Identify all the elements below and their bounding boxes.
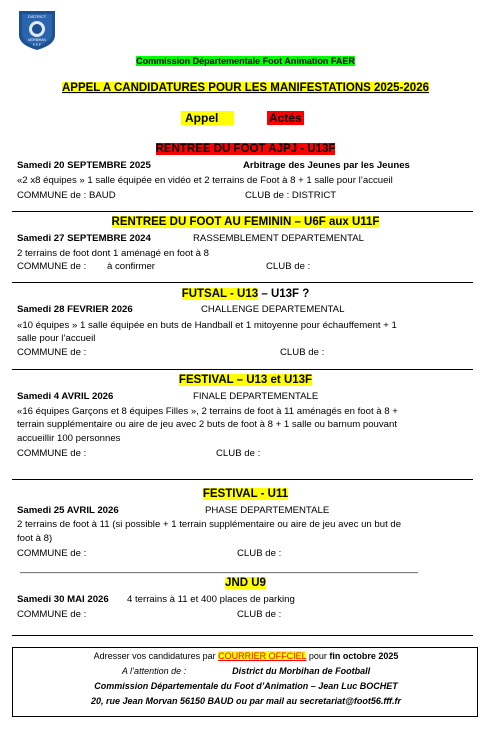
divider bbox=[12, 635, 473, 636]
section-desc: «10 équipes » 1 salle équipée en buts de Handball et 1 mitoyenne pour échauffement + 1 bbox=[17, 320, 397, 331]
divider bbox=[12, 479, 473, 480]
footer-line-4: 20, rue Jean Morvan 56150 BAUD ou par mail au secretariat@foot56.fff.fr bbox=[90, 696, 402, 706]
section-date: Samedi 25 AVRIL 2026 bbox=[17, 505, 119, 516]
section-date: Samedi 30 MAI 2026 bbox=[17, 594, 109, 605]
section-title: RENTREE DU FOOT AJPJ - U13F bbox=[155, 143, 336, 155]
svg-text:MORBIHAN: MORBIHAN bbox=[28, 38, 46, 42]
svg-text:F F F: F F F bbox=[33, 43, 41, 47]
divider bbox=[12, 369, 473, 370]
commune-field: COMMUNE de : bbox=[17, 548, 87, 559]
section-desc: 2 terrains de foot dont 1 aménagé en foot à 8 bbox=[17, 248, 210, 259]
section-desc: «2 x8 équipes » 1 salle équipée en vidéo et 2 terrains de Foot à 8 + 1 salle pour l’accueil bbox=[17, 175, 393, 186]
section-title: JND U9 bbox=[225, 577, 266, 589]
main-title: APPEL A CANDIDATURES POUR LES MANIFESTATIONS 2025-2026 bbox=[61, 82, 429, 94]
commune-field: COMMUNE de : bbox=[17, 347, 87, 358]
section-title: RENTREE DU FOOT AU FEMININ – U6F aux U11F bbox=[111, 216, 380, 228]
section-event: RASSEMBLEMENT DEPARTEMENTAL bbox=[193, 233, 364, 244]
section-title: FESTIVAL - U11 bbox=[202, 488, 289, 500]
section-title: FESTIVAL – U13 et U13F bbox=[178, 374, 313, 386]
commune-value: à confirmer bbox=[107, 261, 155, 272]
section-title: FUTSAL - U13 – U13F ? bbox=[181, 288, 310, 300]
courrier-officiel: COURRIER OFFCIEL bbox=[218, 651, 307, 661]
club-field: CLUB de : bbox=[266, 261, 311, 272]
actes-label: Actés bbox=[269, 111, 302, 125]
section-desc: salle pour l’accueil bbox=[17, 333, 96, 344]
section-date: Samedi 4 AVRIL 2026 bbox=[17, 391, 114, 402]
district-logo bbox=[18, 9, 56, 51]
footer-line-2: A l’attention de : District du Morbihan de Football bbox=[121, 666, 371, 676]
section-desc: terrain supplémentaire ou aire de jeu avec 2 buts de foot à 8 + 1 salle ou barnum pouvant bbox=[17, 419, 397, 430]
commune-field: COMMUNE de : BAUD bbox=[17, 190, 116, 201]
footer-line-1: Adresser vos candidatures par COURRIER OFFCIEL pour fin octobre 2025 bbox=[93, 651, 399, 661]
section-desc: 2 terrains de foot à 11 (si possible + 1 terrain supplémentaire ou aire de jeu avec un but de bbox=[17, 519, 402, 530]
section-desc: «16 équipes Garçons et 8 équipes Filles », 2 terrains de foot à 11 aménagés en foot à 8 + bbox=[17, 406, 398, 417]
section-date: Samedi 27 SEPTEMBRE 2024 bbox=[17, 233, 151, 244]
section-date: Samedi 20 SEPTEMBRE 2025 bbox=[17, 160, 151, 171]
divider bbox=[12, 282, 473, 283]
section-desc: foot à 8) bbox=[17, 533, 53, 544]
club-field: CLUB de : bbox=[216, 448, 261, 459]
club-field: CLUB de : bbox=[280, 347, 325, 358]
svg-text:DISTRICT: DISTRICT bbox=[27, 14, 47, 19]
club-field: CLUB de : DISTRICT bbox=[245, 190, 337, 201]
section-date: Samedi 28 FEVRIER 2026 bbox=[17, 304, 133, 315]
club-field: CLUB de : bbox=[237, 548, 282, 559]
divider bbox=[12, 211, 473, 212]
dashed-separator: _______________________________________________________________________________ bbox=[20, 563, 418, 574]
club-field: CLUB de : bbox=[237, 609, 282, 620]
section-desc: accueillir 100 personnes bbox=[17, 433, 121, 444]
commune-field: COMMUNE de : bbox=[17, 261, 87, 272]
commission-heading: Commission Départementale Foot Animation FAER bbox=[136, 56, 355, 66]
appel-label: Appel bbox=[181, 111, 234, 125]
section-event: CHALLENGE DEPARTEMENTAL bbox=[201, 304, 345, 315]
section-event: PHASE DEPARTEMENTALE bbox=[205, 505, 330, 516]
commune-field: COMMUNE de : bbox=[17, 448, 87, 459]
footer-line-3: Commission Départementale du Foot d’Animation – Jean Luc BOCHET bbox=[94, 681, 398, 691]
section-event: Arbitrage des Jeunes par les Jeunes bbox=[243, 160, 410, 171]
footer-box bbox=[12, 647, 478, 717]
commune-field: COMMUNE de : bbox=[17, 609, 87, 620]
section-event: 4 terrains à 11 et 400 places de parking bbox=[127, 594, 295, 605]
section-event: FINALE DEPARTEMENTALE bbox=[193, 391, 319, 402]
